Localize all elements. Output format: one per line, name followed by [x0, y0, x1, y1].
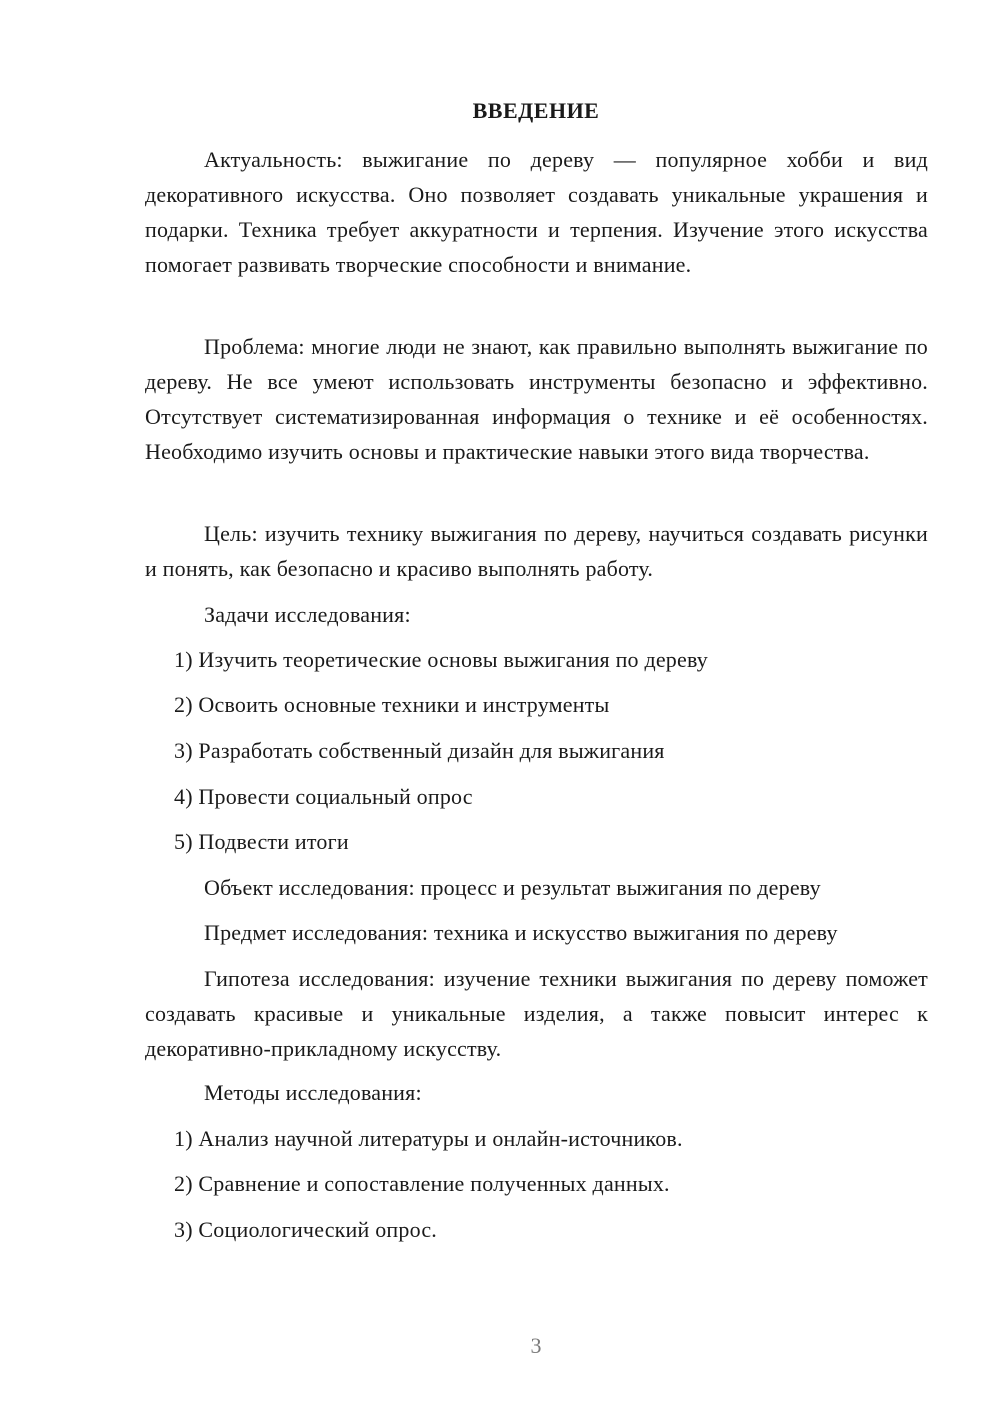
- method-item: 3) Социологический опрос.: [174, 1217, 437, 1242]
- task-item: 4) Провести социальный опрос: [174, 784, 473, 809]
- hypothesis-paragraph: Гипотеза исследования: изучение техники выжигания по дереву поможет создавать красивые и уникальные изделия, а также повысит интерес к декоративно-прикладному искусству.: [145, 966, 928, 1061]
- problem-paragraph: Проблема: многие люди не знают, как правильно выполнять выжигание по дереву. Не все умеют использовать инструменты безопасно и эффективно. Отсутствует систематизированная информация о технике и её особенностях. Необходимо изучить основы и практические навыки этого вида творчества.: [145, 334, 928, 464]
- tasks-title: Задачи исследования:: [204, 602, 411, 627]
- method-item: 2) Сравнение и сопоставление полученных данных.: [174, 1171, 670, 1196]
- task-item: 5) Подвести итоги: [174, 829, 349, 854]
- task-item: 2) Освоить основные техники и инструменты: [174, 692, 610, 717]
- task-item: 3) Разработать собственный дизайн для выжигания: [174, 738, 665, 763]
- goal-paragraph: Цель: изучить технику выжигания по дереву, научиться создавать рисунки и понять, как безопасно и красиво выполнять работу.: [145, 521, 928, 581]
- relevance-paragraph: Актуальность: выжигание по дереву — популярное хобби и вид декоративного искусства. Оно позволяет создавать уникальные украшения и подарки. Техника требует аккуратности и терпения. Изучение этого искусства помогает развивать творческие способности и внимание.: [145, 147, 928, 277]
- section-heading: ВВЕДЕНИЕ: [472, 98, 600, 123]
- page-number: 3: [530, 1333, 542, 1358]
- research-object: Объект исследования: процесс и результат выжигания по дереву: [204, 875, 821, 900]
- method-item: 1) Анализ научной литературы и онлайн-источников.: [174, 1126, 683, 1151]
- task-item: 1) Изучить теоретические основы выжигания по дереву: [174, 647, 709, 672]
- research-subject: Предмет исследования: техника и искусство выжигания по дереву: [204, 920, 838, 945]
- methods-title: Методы исследования:: [204, 1080, 422, 1105]
